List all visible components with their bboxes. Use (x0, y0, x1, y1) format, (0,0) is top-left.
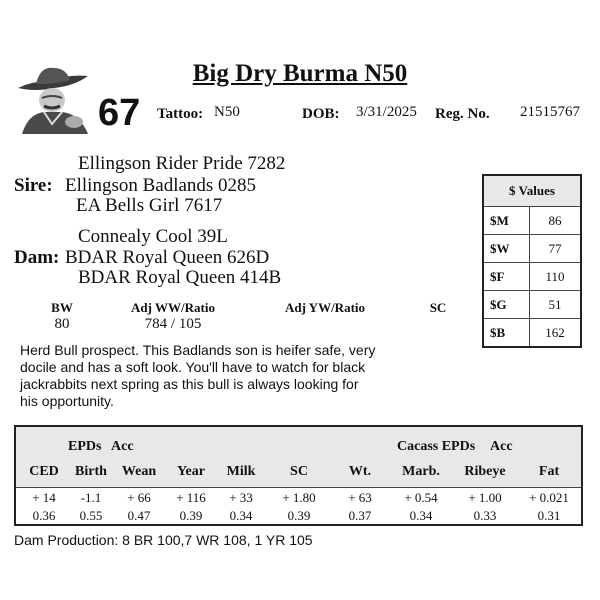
dollar-value-row (484, 291, 580, 319)
epd-col-birth: Birth (75, 464, 107, 479)
animal-name-title: Big Dry Burma N50 (192, 60, 408, 87)
dollar-value-label: $G (484, 291, 530, 319)
reg-label: Reg. No. (435, 106, 490, 122)
adj-yw-label: Adj YW/Ratio (284, 300, 366, 315)
sire-label: Sire: (14, 175, 53, 196)
dollar-value: 77 (530, 235, 581, 263)
acc-value-milk: 0.34 (229, 508, 253, 523)
dam-dam: BDAR Royal Queen 414B (78, 267, 282, 288)
dam-production: Dam Production: 8 BR 100,7 WR 108, 1 YR 105 (14, 532, 313, 548)
epd-col-year: Year (177, 464, 205, 479)
epd-col-marb: Marb. (402, 464, 440, 479)
sire-dam: EA Bells Girl 7617 (76, 195, 223, 216)
dollar-value-label: $M (484, 207, 530, 235)
epd-col-ced: CED (29, 464, 59, 479)
dam-sire: Connealy Cool 39L (78, 226, 228, 247)
tattoo-value: N50 (214, 104, 240, 120)
carcass-epd-group-label: Cacass EPDs (397, 439, 476, 454)
epd-col-wt: Wt. (348, 464, 372, 479)
dam-name: BDAR Royal Queen 626D (65, 247, 270, 268)
dollar-values-title: $ Values (484, 176, 580, 207)
sc-label: SC (429, 300, 447, 315)
epd-value-ribeye: + 1.00 (468, 490, 502, 505)
reg-value: 21515767 (520, 104, 580, 120)
dollar-value: 110 (530, 263, 581, 291)
epd-col-sc: SC (290, 464, 308, 479)
epd-col-milk: Milk (226, 464, 256, 479)
epd-value-sc: + 1.80 (282, 490, 316, 505)
dollar-value: 86 (548, 212, 562, 228)
acc-value-sc: 0.39 (287, 508, 311, 523)
epd-value-marb: + 0.54 (404, 490, 438, 505)
epd-table (14, 425, 583, 526)
dob-label: DOB: (302, 106, 340, 122)
epd-value-year: + 116 (176, 490, 206, 505)
epd-acc-label: Acc (111, 439, 134, 454)
dollar-values-table (484, 207, 580, 346)
epd-col-ribeye: Ribeye (464, 464, 506, 479)
description-text: Herd Bull prospect. This Badlands son is heifer safe, very docile and has a soft look. You'll have to watch for black jackrabbits next spring as this bull is always looking for his opportunity. (20, 342, 376, 409)
dollar-value-label: $F (484, 263, 530, 291)
acc-value-ced: 0.36 (32, 508, 56, 523)
bw-value: 80 (54, 316, 70, 332)
dollar-value-label: $B (484, 319, 530, 347)
dollar-value-label: $W (484, 235, 530, 263)
dam-label: Dam: (14, 247, 60, 268)
sire-sire: Ellingson Rider Pride 7282 (78, 153, 286, 174)
adj-ww-label: Adj WW/Ratio (131, 300, 215, 315)
dollar-value: 162 (530, 319, 581, 347)
adj-ww-value: 784 / 105 (144, 316, 202, 332)
dollar-value-row (484, 235, 580, 263)
epd-value-fat: + 0.021 (529, 490, 569, 505)
acc-value-ribeye: 0.33 (473, 508, 497, 523)
acc-value-birth: 0.55 (79, 508, 103, 523)
dollar-value-row (484, 207, 580, 235)
epd-group-label: EPDs (68, 439, 102, 454)
epd-value-milk: + 33 (229, 490, 253, 505)
epd-value-wt: + 63 (348, 490, 372, 505)
acc-value-fat: 0.31 (537, 508, 561, 523)
acc-value-marb: 0.34 (409, 508, 433, 523)
carcass-acc-label: Acc (490, 439, 513, 454)
dob-value: 3/31/2025 (356, 104, 417, 120)
epd-value-ced: + 14 (32, 490, 56, 505)
epd-value-birth: -1.1 (80, 490, 102, 505)
dollar-value-row (484, 319, 580, 347)
dollar-values-box (482, 174, 582, 348)
epd-col-wean: Wean (121, 464, 157, 479)
tattoo-label: Tattoo: (157, 106, 204, 122)
acc-value-wean: 0.47 (127, 508, 151, 523)
epd-col-fat: Fat (538, 464, 560, 479)
lot-number: 67 (98, 92, 141, 134)
bw-label: BW (51, 300, 73, 315)
acc-value-year: 0.39 (179, 508, 203, 523)
dollar-value: 51 (530, 291, 581, 319)
dollar-value-row (484, 263, 580, 291)
sire-name: Ellingson Badlands 0285 (65, 175, 257, 196)
epd-value-wean: + 66 (127, 490, 151, 505)
acc-value-wt: 0.37 (348, 508, 372, 523)
